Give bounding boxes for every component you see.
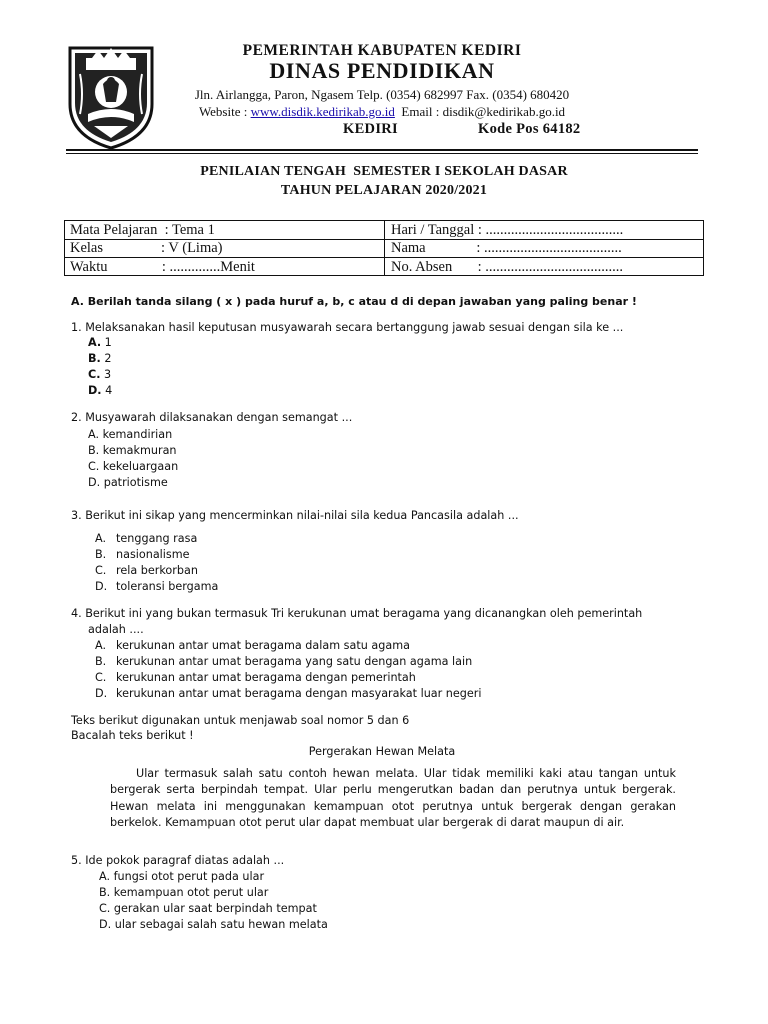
q2-option-a[interactable]: A. kemandirian xyxy=(88,428,173,441)
q5-option-b[interactable]: B. kemampuan otot perut ular xyxy=(99,886,269,899)
q3-option-b[interactable] xyxy=(95,547,190,563)
q2-option-d[interactable]: D. patriotisme xyxy=(88,476,168,489)
student-identity-table xyxy=(64,220,704,276)
option-label: A. xyxy=(95,532,107,545)
subject-field: Mata Pelajaran : Tema 1 xyxy=(70,222,215,238)
exam-title: PENILAIAN TENGAH SEMESTER I SEKOLAH DASAR xyxy=(200,164,568,179)
q3-option-c[interactable] xyxy=(95,563,198,579)
option-label: D. xyxy=(88,384,102,397)
option-label: D. xyxy=(95,687,108,700)
q5-option-d[interactable]: D. ular sebagai salah satu hewan melata xyxy=(99,918,328,931)
q4-option-a[interactable] xyxy=(95,638,410,654)
option-text: tenggang rasa xyxy=(116,532,198,545)
option-text: kerukunan antar umat beragama yang satu dengan agama lain xyxy=(116,655,473,668)
government-name: PEMERINTAH KABUPATEN KEDIRI xyxy=(242,42,522,59)
passage-intro: Teks berikut digunakan untuk menjawab soal nomor 5 dan 6 xyxy=(71,714,410,727)
option-label: B. xyxy=(88,352,101,365)
option-label: C. xyxy=(88,368,101,381)
option-text: kerukunan antar umat beragama dalam satu agama xyxy=(116,639,410,652)
question-1: 1. Melaksanakan hasil keputusan musyawarah secara bertanggung jawab sesuai dengan sila ke ... xyxy=(71,321,624,334)
email-address: disdik@kedirikab.go.id xyxy=(442,104,566,119)
passage-instruction: Bacalah teks berikut ! xyxy=(71,729,194,742)
option-label: B. xyxy=(95,548,107,561)
absent-number-field[interactable]: No. Absen : ...................................... xyxy=(391,259,623,275)
passage-title: Pergerakan Hewan Melata xyxy=(308,745,456,758)
option-text: 3 xyxy=(100,368,112,381)
name-field[interactable]: Nama : ...................................... xyxy=(391,240,622,256)
address-line: Jln. Airlangga, Paron, Ngasem Telp. (0354) 682997 Fax. (0354) 680420 xyxy=(194,87,570,102)
q5-option-a[interactable]: A. fungsi otot perut pada ular xyxy=(99,870,265,883)
question-5: 5. Ide pokok paragraf diatas adalah ... xyxy=(71,854,285,867)
q1-option-b[interactable] xyxy=(88,351,111,367)
question-2: 2. Musyawarah dilaksanakan dengan semangat ... xyxy=(71,411,353,424)
option-label: A. xyxy=(88,336,102,349)
option-text: kerukunan antar umat beragama dengan masyarakat luar negeri xyxy=(116,687,482,700)
q3-option-a[interactable] xyxy=(95,531,197,547)
q5-option-c[interactable]: C. gerakan ular saat berpindah tempat xyxy=(99,902,317,915)
q4-option-d[interactable] xyxy=(95,686,481,702)
q4-option-b[interactable] xyxy=(95,654,472,670)
exam-year: TAHUN PELAJARAN 2020/2021 xyxy=(280,183,488,198)
question-3: 3. Berikut ini sikap yang mencerminkan nilai-nilai sila kedua Pancasila adalah ... xyxy=(71,509,519,522)
q1-option-c[interactable] xyxy=(88,367,111,383)
date-field[interactable]: Hari / Tanggal : ...................................... xyxy=(391,222,624,238)
passage-body: Ular termasuk salah satu contoh hewan melata. Ular tidak memiliki kaki atau tangan untuk bergerak serta berpindah tempat. Ular perlu mengerutkan badan dan perutnya untuk bergerak. Hewan melata ini menggunakan kemampuan otot perutnya untuk bergerak dengan gerakan berkelok. Kemampuan otot perut ular dapat membuat ular bergerak di darat maupun di air. xyxy=(110,767,676,829)
kabupaten-kediri-emblem xyxy=(66,44,156,150)
letterhead-rule-thin xyxy=(66,153,698,154)
passage-text xyxy=(110,766,676,831)
email-label: Email : xyxy=(394,104,443,119)
option-label: C. xyxy=(95,564,107,577)
q1-option-a[interactable] xyxy=(88,335,112,351)
option-text: rela berkorban xyxy=(116,564,198,577)
q1-option-d[interactable] xyxy=(88,383,112,399)
time-field: Waktu : ..............Menit xyxy=(70,259,255,275)
option-label: C. xyxy=(95,671,107,684)
question-4-continued: adalah .... xyxy=(88,623,144,636)
option-label: D. xyxy=(95,580,108,593)
website-link[interactable]: www.disdik.kedirikab.go.id xyxy=(250,104,395,119)
question-4: 4. Berikut ini yang bukan termasuk Tri kerukunan umat beragama yang dicanangkan oleh pemerintah xyxy=(71,607,643,620)
website-label: Website : xyxy=(198,104,251,119)
table-divider xyxy=(384,221,385,275)
option-text: 2 xyxy=(100,352,112,365)
option-text: toleransi bergama xyxy=(116,580,219,593)
section-instruction: A. Berilah tanda silang ( x ) pada huruf a, b, c atau d di depan jawaban yang paling benar ! xyxy=(71,295,637,308)
city-name: KEDIRI xyxy=(343,121,398,137)
letterhead-rule xyxy=(66,149,698,151)
q2-option-b[interactable]: B. kemakmuran xyxy=(88,444,177,457)
class-field: Kelas : V (Lima) xyxy=(70,240,223,256)
option-text: 1 xyxy=(101,336,112,349)
postal-code: Kode Pos 64182 xyxy=(478,121,581,137)
option-label: A. xyxy=(95,639,107,652)
department-name: DINAS PENDIDIKAN xyxy=(269,58,495,83)
q4-option-c[interactable] xyxy=(95,670,416,686)
option-label: B. xyxy=(95,655,107,668)
option-text: nasionalisme xyxy=(116,548,190,561)
q3-option-d[interactable] xyxy=(95,579,218,595)
contact-line xyxy=(180,104,584,120)
option-text: 4 xyxy=(101,384,113,397)
q2-option-c[interactable]: C. kekeluargaan xyxy=(88,460,179,473)
option-text: kerukunan antar umat beragama dengan pemerintah xyxy=(116,671,416,684)
